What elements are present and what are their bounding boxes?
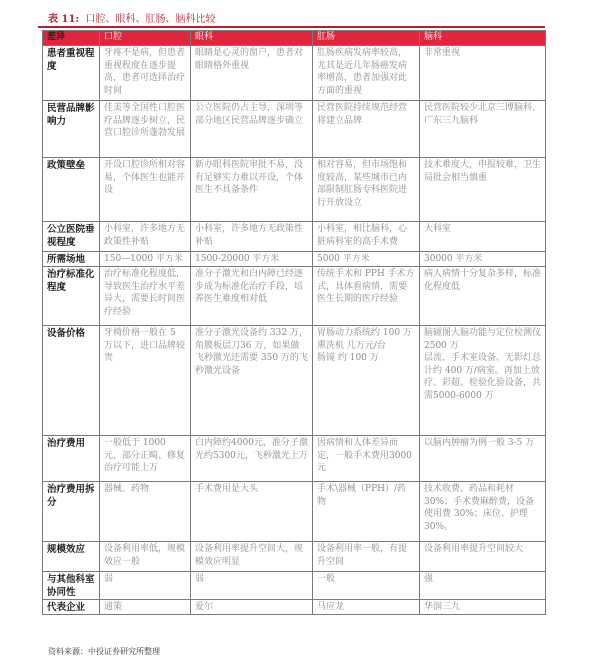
table-cell: 小科室，相比脑科，心脏病科室的高手术费 (313, 222, 420, 252)
table-cell: 设备利用率提升空间较大 (420, 542, 546, 572)
row-header: 公立医院垂视程度 (43, 222, 100, 252)
table-row (43, 572, 546, 600)
table-cell: 设备利用率提升空间大，规模效应明显 (191, 542, 313, 572)
table-row (43, 482, 546, 542)
table-cell: 准分子激光和白内障已经逐步成为标准化治疗手段，培养医生难度相对低 (191, 267, 313, 326)
table-title-text: 口腔、眼科、肛肠、脑科比较 (85, 14, 216, 25)
row-header: 治疗费用 (43, 436, 100, 482)
header-cell: 肛肠 (313, 31, 420, 46)
table-cell: 爱尔 (191, 600, 313, 615)
row-header: 代表企业 (43, 600, 100, 615)
source-note: 资料来源：中投证券研究所整理 (48, 647, 160, 656)
table-cell: 白内障约4000元，准分子激光约5300元，飞秒激光上万 (191, 436, 313, 482)
row-header: 规模效应 (43, 542, 100, 572)
table-cell: 眼睛是心灵的窗户，患者对眼睛格外重视 (191, 46, 313, 101)
table-cell: 弱 (100, 572, 191, 600)
table-cell: 治疗标准化程度低，导致医生治疗水平差异大，需要长时间医疗经验 (100, 267, 191, 326)
header-row (43, 31, 546, 46)
table-cell: 设备利用率一般，有提升空间 (313, 542, 420, 572)
table-cell: 新办眼科医院审批不易，没有足够实力难以开设，个体医生不具备条件 (191, 158, 313, 222)
row-header: 政策壁垒 (43, 158, 100, 222)
table-cell: 公立医院仍占主导，深圳等部分地区民营品牌逐步确立 (191, 101, 313, 158)
table-number: 表 11: (48, 14, 80, 25)
table-cell: 技术收费、药品和耗材 30%；手术费麻醉费，设备使用费 30%；床位、护理 30%。 (420, 482, 546, 542)
table-cell: 民营医院持续规范经营将建立品牌 (313, 101, 420, 158)
table-cell: 佳美等全国性口腔医疗品牌逐步树立，民营口腔诊所蓬勃发展 (100, 101, 191, 158)
table-cell: 病人病情十分复杂多样，标准化程度低 (420, 267, 546, 326)
header-cell: 脑科 (420, 31, 546, 46)
table-cell: 因病情和人体差异而定，一般手术费用3000 元 (313, 436, 420, 482)
table-row (43, 542, 546, 572)
table-cell: 马应龙 (313, 600, 420, 615)
table-cell: 非常重视 (420, 46, 546, 101)
table-cell: 胃肠动力系统约 100 万 熏洗机 几万元/台 肠镜 约 100 万 (313, 326, 420, 436)
table-row (43, 436, 546, 482)
table-cell: 弱 (191, 572, 313, 600)
row-header: 所需场地 (43, 252, 100, 267)
table-row (43, 252, 546, 267)
header-cell: 眼科 (191, 31, 313, 46)
table-cell: 一般 (313, 572, 420, 600)
table-cell: 一般低于 1000 元，部分正畸、修复治疗可能上万 (100, 436, 191, 482)
table-row (43, 101, 546, 158)
table-title (48, 10, 215, 25)
table-cell: 小科室，许多地方无政策性补贴 (100, 222, 191, 252)
table-cell: 强 (420, 572, 546, 600)
row-header: 治疗标准化程度 (43, 267, 100, 326)
row-header: 患者重视程度 (43, 46, 100, 101)
row-header: 民营品牌影响力 (43, 101, 100, 158)
table-cell: 技术难度大，申报较难，卫生局批会相当慎重 (420, 158, 546, 222)
table-cell: 手术\器械（PPH）/药物 (313, 482, 420, 542)
table-cell: 手术费用是大头 (191, 482, 313, 542)
table-cell: 民营医院较少北京三博脑科、广东三九脑科 (420, 101, 546, 158)
table-cell: 30000 平方米 (420, 252, 546, 267)
header-cell: 口腔 (100, 31, 191, 46)
table-cell: 大科室 (420, 222, 546, 252)
table-cell: 通策 (100, 600, 191, 615)
table-cell: 相对容易，但市场饱和度较高，某些城市已内部限制肛肠专科医院进行开放设立 (313, 158, 420, 222)
table-cell: 小科室，许多地方无政策性补贴 (191, 222, 313, 252)
row-header: 设备价格 (43, 326, 100, 436)
table-cell: 脑磁图大脑功能与定位检测仪 2500 万 层流、手术室设备、无影灯总计约 400 万/病室。再加上放疗、彩超、检验化验设备，共需5000-6000 万 (420, 326, 546, 436)
table-cell: 5000 平方米 (313, 252, 420, 267)
table-row (43, 46, 546, 101)
table-cell: 华润三九 (420, 600, 546, 615)
header-cell: 差异 (43, 31, 100, 46)
row-header: 与其他科室协同性 (43, 572, 100, 600)
table-cell: 1500-20000 平方米 (191, 252, 313, 267)
table-cell: 传统手术和 PPH 手术方式，具体看病情，需要医生长期的医疗经验 (313, 267, 420, 326)
table-cell: 准分子激光设备约 332 万，角膜板层刀36 万，如果做飞秒激光还需要 350 万的飞秒激光设备 (191, 326, 313, 436)
table-row (43, 600, 546, 615)
row-header: 治疗费用拆分 (43, 482, 100, 542)
table-row (43, 158, 546, 222)
table-cell: 器械、药物 (100, 482, 191, 542)
table-cell: 肛肠疾病发病率较高，尤其是近几年肠癌发病率增高，患者加强对此方面的重视 (313, 46, 420, 101)
table-cell: 设备利用率低，规模效应一般 (100, 542, 191, 572)
table-cell: 牙疼不是病，但患者重视程度在逐步提高，患者可选择治疗时间 (100, 46, 191, 101)
table-cell: 150—1000 平方米 (100, 252, 191, 267)
table-row (43, 326, 546, 436)
title-rule (38, 26, 545, 28)
table-cell: 开设口腔诊所相对容易，个体医生也能开设 (100, 158, 191, 222)
table-cell: 牙椅价格一般在 5 万以下，进口品牌较贵 (100, 326, 191, 436)
comparison-table (42, 30, 546, 615)
table-row (43, 267, 546, 326)
table-cell: 以脑内肿瘤为例一般 3-5 万 (420, 436, 546, 482)
table-row (43, 222, 546, 252)
